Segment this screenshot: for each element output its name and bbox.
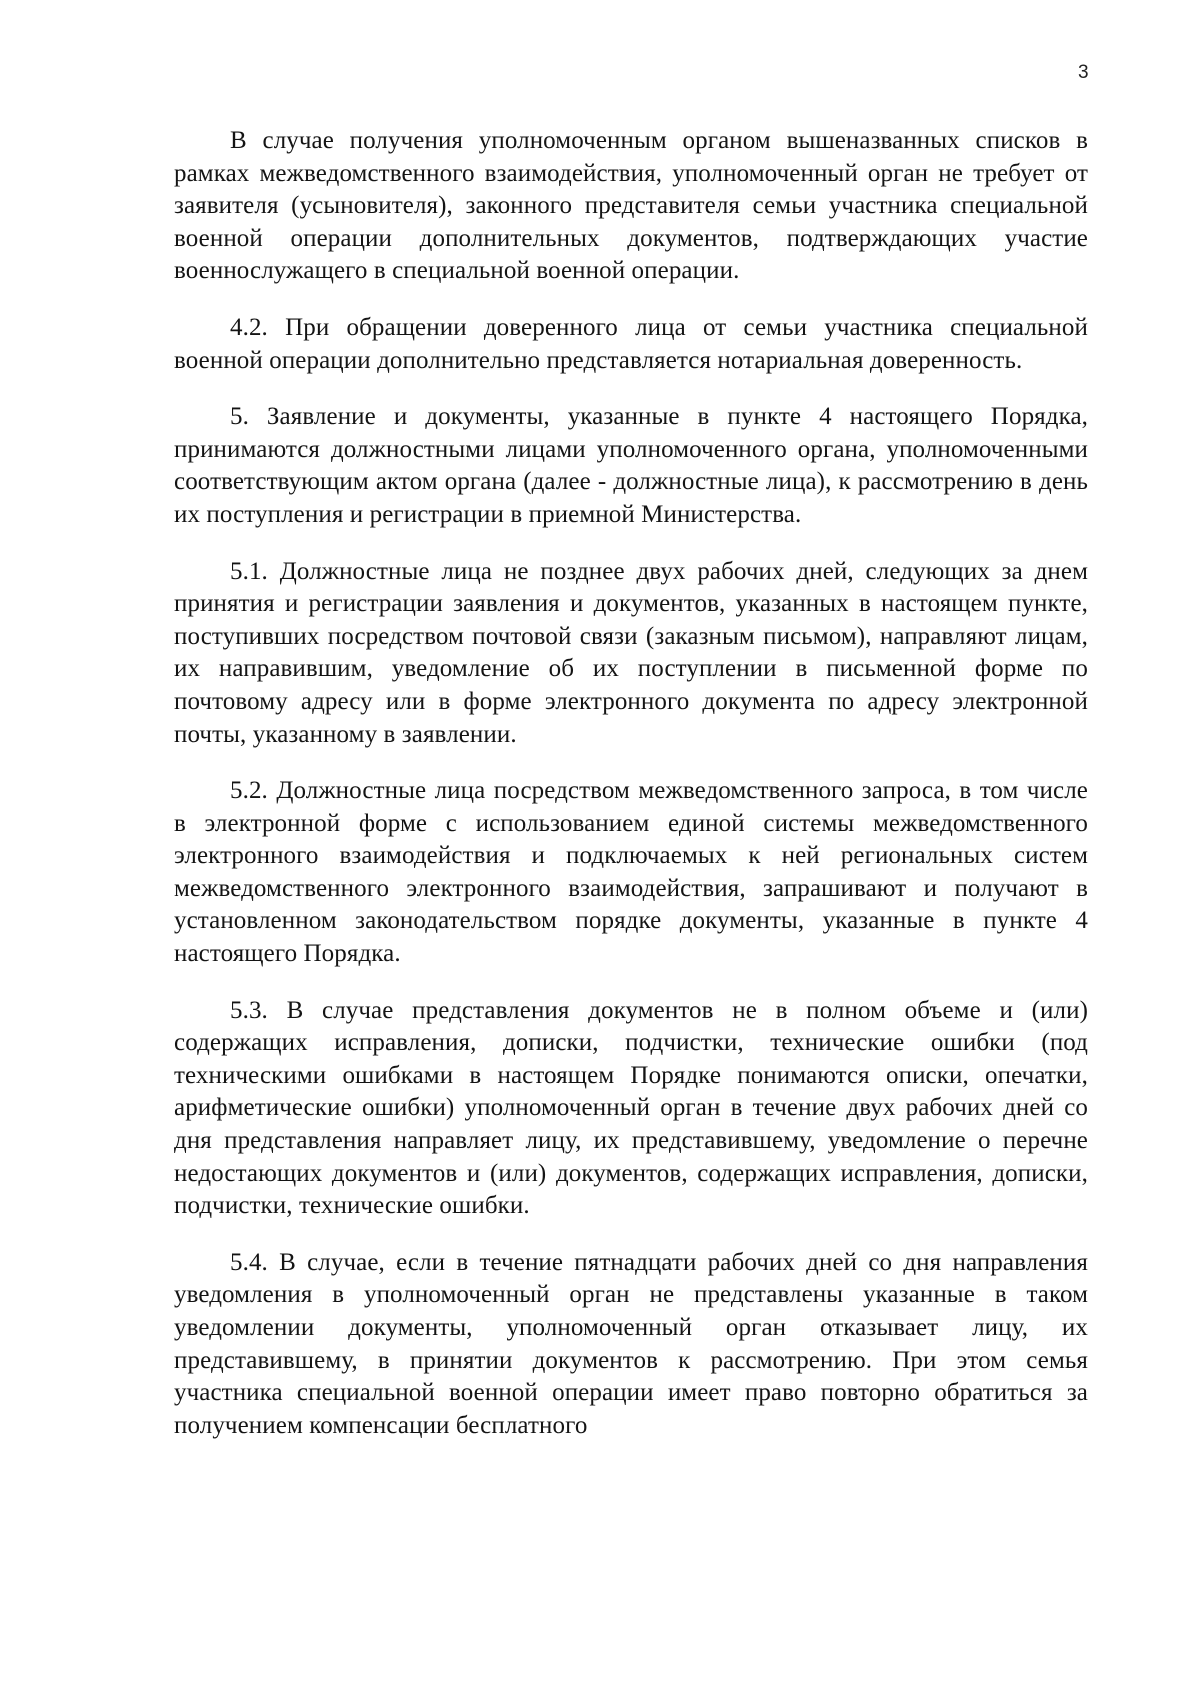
- paragraph-5: 5. Заявление и документы, указанные в пункте 4 настоящего Порядка, принимаются должностными лицами уполномоченного органа, уполномоченными соответствующим актом органа (далее - должностные лица), к рассмотрению в день их поступления и регистрации в приемной Министерства.: [174, 403, 1088, 528]
- page-number: 3: [1078, 62, 1089, 83]
- paragraph-5-1: 5.1. Должностные лица не позднее двух рабочих дней, следующих за днем принятия и регистрации заявления и документов, указанных в настоящем пункте, поступивших посредством почтовой связи (заказным письмом), направляют лицам, их направившим, уведомление об их поступлении в письменной форме по почтовому адресу или в форме электронного документа по адресу электронной почты, указанному в заявлении.: [174, 557, 1088, 748]
- paragraph-5-4: 5.4. В случае, если в течение пятнадцати рабочих дней со дня направления уведомления в уполномоченный орган не представлены указанные в таком уведомлении документы, уполномоченный орган отказывает лицу, их представившему, в принятии документов к рассмотрению. При этом семья участника специальной военной операции имеет право повторно обратиться за получением компенсации бесплатного: [174, 1248, 1088, 1439]
- paragraph-4-2: 4.2. При обращении доверенного лица от семьи участника специальной военной операции дополнительно представляется нотариальная доверенность.: [174, 313, 1088, 374]
- paragraph-5-2: 5.2. Должностные лица посредством межведомственного запроса, в том числе в электронной форме с использованием единой системы межведомственного электронного взаимодействия и подключаемых к ней региональных систем межведомственного электронного взаимодействия, запрашивают и получают в установленном законодательством порядке документы, указанные в пункте 4 настоящего Порядка.: [174, 777, 1088, 968]
- paragraph-5-3: 5.3. В случае представления документов не в полном объеме и (или) содержащих исправления, дописки, подчистки, технические ошибки (под техническими ошибками в настоящем Порядке понимаются описки, опечатки, арифметические ошибки) уполномоченный орган в течение двух рабочих дней со дня представления направляет лицу, их представившему, уведомление о перечне недостающих документов и (или) документов, содержащих исправления, дописки, подчистки, технические ошибки.: [174, 996, 1088, 1220]
- paragraph-lists-interagency: В случае получения уполномоченным органом вышеназванных списков в рамках межведомственного взаимодействия, уполномоченный орган не требует от заявителя (усыновителя), законного представителя семьи участника специальной военной операции дополнительных документов, подтверждающих участие военнослужащего в специальной военной операции.: [174, 127, 1088, 285]
- document-body: [174, 125, 1088, 1466]
